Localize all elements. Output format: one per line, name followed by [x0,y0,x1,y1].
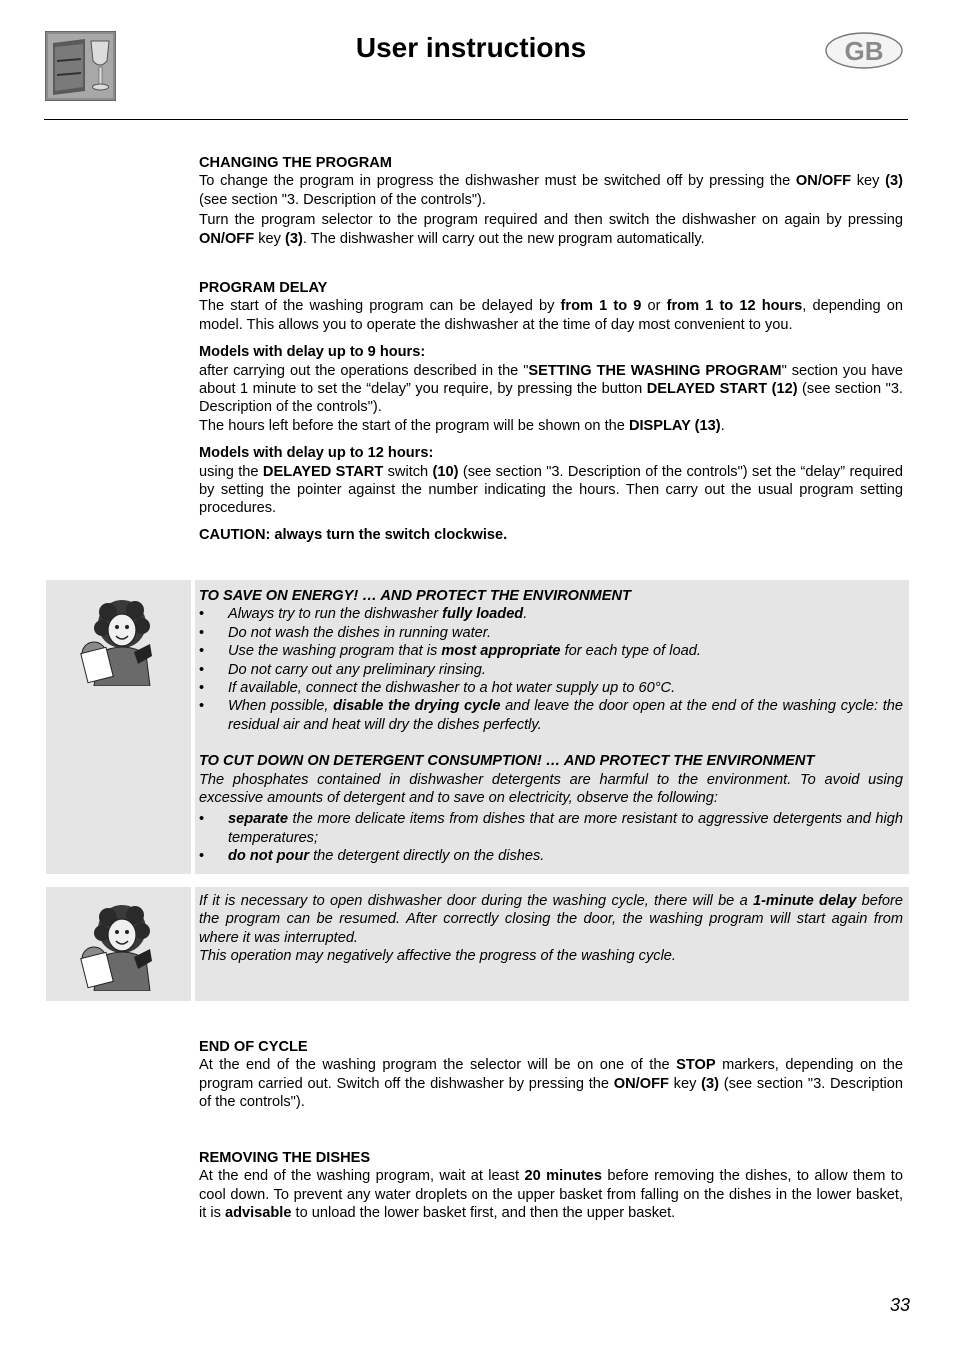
list-item: • When possible, disable the drying cycle and leave the door open at the end of the washing cycle: the residual air and heat will dry the dishes perfectly. [199,697,903,734]
list-item: • separate the more delicate items from dishes that are more resistant to aggressive detergents and high temperatures; [199,810,903,847]
note-heading: TO CUT DOWN ON DETERGENT CONSUMPTION! … AND PROTECT THE ENVIRONMENT [199,753,815,770]
paragraph: Turn the program selector to the program required and then switch the dishwasher on again by pressing ON/OFF key (3). The dishwasher will carry out the new program automatically. [199,212,903,247]
section-heading: PROGRAM DELAY [199,280,328,296]
note-energy-saving [195,580,909,874]
detergent-tips-list [199,810,903,865]
cartoon-woman-icon [80,899,160,996]
note-icon-panel [46,887,191,1001]
section-changing-program [199,154,903,248]
paragraph: The start of the washing program can be delayed by from 1 to 9 or from 1 to 12 hours, depending on model. This allows you to operate the dishwasher at the time of day most convenient to you. [199,298,903,333]
section-heading: REMOVING THE DISHES [199,1150,371,1166]
list-item: • do not pour the detergent directly on the dishes. [199,847,903,865]
note-door-opening [195,887,909,1001]
subheading: Models with delay up to 12 hours: [199,445,434,462]
paragraph: This operation may negatively affective the progress of the washing cycle. [199,948,676,965]
energy-tips-list [199,605,903,734]
note-heading: TO SAVE ON ENERGY! … AND PROTECT THE ENVIRONMENT [199,588,631,604]
header-divider [44,119,908,120]
section-end-of-cycle [199,1038,903,1112]
list-item: • Always try to run the dishwasher fully loaded. [199,605,903,623]
subheading: Models with delay up to 9 hours: [199,344,426,361]
section-removing-dishes [199,1149,903,1223]
page-title: User instructions [355,32,587,63]
list-item: • If available, connect the dishwasher to a hot water supply up to 60°C. [199,679,903,697]
paragraph: If it is necessary to open dishwasher door during the washing cycle, there will be a 1-minute delay before the program can be resumed. After correctly closing the door, the washing program will start again from where it was interrupted. [199,893,904,946]
paragraph: At the end of the washing program the selector will be on one of the STOP markers, depending on the program carried out. Switch off the dishwasher by pressing the ON/OFF key (3) (see section "3. Description of the controls"). [199,1057,904,1111]
note-icon-panel [46,580,191,874]
cartoon-woman-icon [80,594,160,691]
language-badge-text: GB [844,36,884,66]
paragraph: The hours left before the start of the program will be shown on the DISPLAY (13). [199,417,725,434]
section-heading: END OF CYCLE [199,1039,308,1055]
list-item: • Do not wash the dishes in running water. [199,624,903,642]
language-badge [825,32,903,69]
section-program-delay [199,279,903,544]
page-number: 33 [889,1295,910,1315]
section-heading: CHANGING THE PROGRAM [199,155,392,171]
list-item: • Use the washing program that is most appropriate for each type of load. [199,642,903,660]
paragraph: To change the program in progress the dishwasher must be switched off by pressing the ON/OFF key (3) (see section "3. Description of the controls"). [199,173,903,208]
list-item: • Do not carry out any preliminary rinsing. [199,661,903,679]
paragraph: The phosphates contained in dishwasher detergents are harmful to the environment. To avoid using excessive amounts of detergent and to save on electricity, observe the following: [199,771,903,807]
paragraph: At the end of the washing program, wait at least 20 minutes before removing the dishes, to allow them to cool down. To prevent any water droplets on the upper basket from falling on the dishes in the lower basket, it is advisable to unload the lower basket first, and then the upper basket. [199,1168,903,1222]
paragraph: using the DELAYED START switch (10) (see section "3. Description of the controls") set the “delay” required by setting the pointer against the number indicating the hours. Then carry out the usual program setting procedures. [199,463,903,517]
caution-text: CAUTION: always turn the switch clockwise. [199,526,508,543]
paragraph: after carrying out the operations described in the "SETTING THE WASHING PROGRAM" section you have about 1 minute to set the “delay” you require, by pressing the button DELAYED START (12) (see section "3. Description of the controls"). [199,362,904,416]
